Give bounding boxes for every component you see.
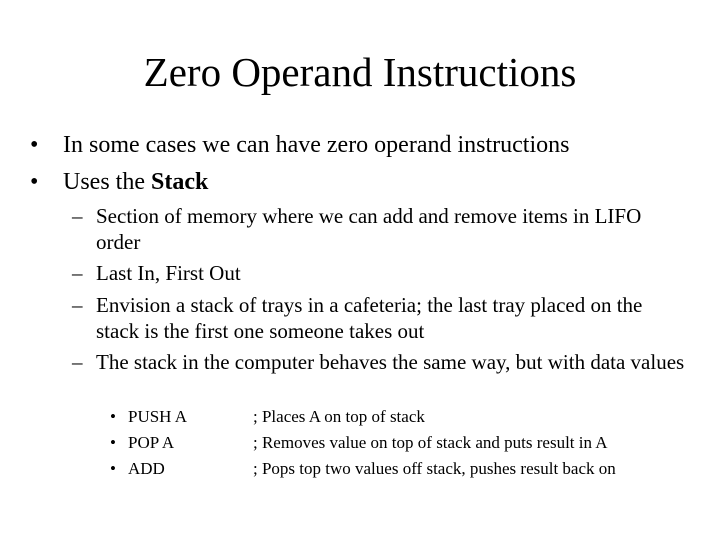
sub-bullet-text: Envision a stack of trays in a cafeteria; the last tray placed on the stack is the first one someone takes out [96, 293, 643, 343]
instruction-marker: • [110, 407, 116, 426]
bullet-marker: • [30, 132, 39, 158]
slide-title: Zero Operand Instructions [143, 49, 577, 95]
instruction-comment: ; Pops top two values off stack, pushes result back on [253, 459, 616, 478]
sub-bullet-text: The stack in the computer behaves the same way, but with data values [96, 350, 685, 374]
bullet-text-prefix: Uses the [63, 169, 151, 195]
sub-bullet-marker: – [72, 293, 83, 317]
instruction-name: POP A [128, 433, 175, 452]
instruction-marker: • [110, 433, 116, 452]
instruction-name: ADD [128, 459, 165, 478]
sub-bullet-marker: – [72, 350, 83, 374]
sub-bullet-text: Last In, First Out [96, 261, 241, 285]
instruction-name: PUSH A [128, 407, 188, 426]
instruction-comment: ; Removes value on top of stack and puts result in A [253, 433, 608, 452]
bullet-text [63, 167, 208, 197]
sub-bullet-marker: – [72, 261, 83, 285]
sub-bullet-marker: – [72, 204, 83, 228]
sub-bullet-text: Section of memory where we can add and remove items in LIFO order [96, 204, 642, 254]
instruction-comment: ; Places A on top of stack [253, 407, 425, 426]
bullet-text: In some cases we can have zero operand instructions [63, 132, 570, 158]
bullet-text-bold: Stack [150, 169, 209, 195]
bullet-marker: • [30, 169, 39, 195]
instruction-marker: • [110, 459, 116, 478]
